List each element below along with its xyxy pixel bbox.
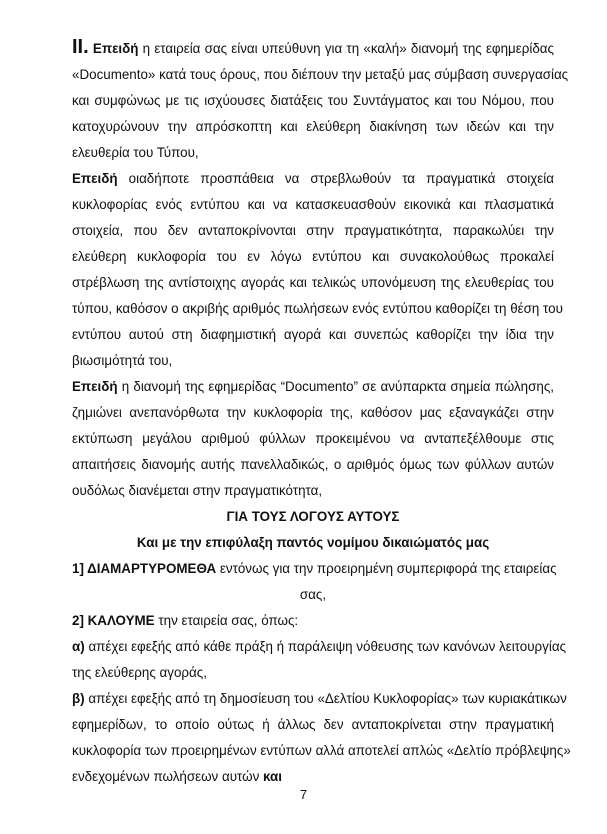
paragraph-line: στοιχεία, που δεν ανταποκρίνονται στην πραγματικότητα, παρακωλύει την xyxy=(72,223,554,238)
keyword-epeidi: Επειδή xyxy=(92,41,139,56)
paragraph-line: ζημιώνει ανεπανόρθωτα την κυκλοφορία της, καθόσον μας εξαναγκάζει στην xyxy=(72,405,554,420)
section-subheading: Και με την επιφύλαξη παντός νομίμου δικαιώματός μας xyxy=(136,535,490,550)
item-keyword: β) xyxy=(72,691,85,706)
conjunction: και xyxy=(263,769,282,784)
paragraph-line: «Documento» κατά τους όρους, που διέπουν την μεταξύ μας σύμβαση συνεργασίας xyxy=(72,67,569,82)
paragraph-line xyxy=(72,34,554,62)
text: ενδεχομένων πωλήσεων αυτών xyxy=(72,769,260,784)
paragraph-line xyxy=(72,166,554,192)
list-item-line: κυκλοφορία των προειρημένων εντύπων αλλά αποτελεί απλώς «Δελτίο πρόβλεψης» xyxy=(72,743,571,758)
paragraph-line: ουδόλως διανέμεται στην πραγματικότητα, xyxy=(72,483,323,498)
item-keyword: α) xyxy=(72,639,85,654)
text: απέχει εφεξής από κάθε πράξη ή παράλειψη νόθευσης των κανόνων λειτουργίας xyxy=(88,639,567,654)
paragraph-line: στρέβλωση της αντίστοιχης αγοράς και τελικώς υπονόμευση της ελευθερίας του xyxy=(72,275,554,290)
text: την εταιρεία σας, όπως: xyxy=(158,613,299,628)
text: εντόνως για την προειρημένη συμπεριφορά της εταιρείας xyxy=(219,561,557,576)
paragraph-line: τύπου, καθόσον ο ακριβής αριθμός πωλήσεων ενός εντύπου καθορίζει τη θέση του xyxy=(72,301,563,316)
list-item-line: εφημερίδων, το οποίο ούτως ή άλλως δεν ανταποκρίνεται στην πραγματική xyxy=(72,717,554,732)
paragraph-line: και συμφώνως με τις ισχύουσες διατάξεις του Συντάγματος και του Νόμου, που xyxy=(72,93,554,108)
section-heading: ΓΙΑ ΤΟΥΣ ΛΟΓΟΥΣ ΑΥΤΟΥΣ xyxy=(226,509,400,524)
text: η διανομή της εφημερίδας “Documento” σε ανύπαρκτα σημεία πώλησης, xyxy=(121,379,554,394)
list-item-line: της ελεύθερης αγοράς, xyxy=(72,665,207,680)
text: απέχει εφεξής από τη δημοσίευση του «Δελτίου Κυκλοφορίας» των κυριακάτικων xyxy=(88,691,567,706)
paragraph-line: κυκλοφορίας ενός εντύπου και να κατασκευασθούν εικονικά και πλασματικά xyxy=(72,197,554,212)
paragraph-line: απαιτήσεις διανομής αυτής πανελλαδικώς, ο αριθμός όμως των φύλλων αυτών xyxy=(72,457,554,472)
document-page xyxy=(72,34,571,790)
text: οιαδήποτε προσπάθεια να στρεβλωθούν τα πραγματικά στοιχεία xyxy=(128,171,554,186)
section-numeral: II. xyxy=(72,36,89,58)
list-item-line xyxy=(72,556,557,582)
page-number: 7 xyxy=(299,787,308,802)
list-item-line xyxy=(72,634,567,660)
paragraph-line: εκτύπωση μεγάλου αριθμού φύλλων προκειμένου να ανταπεξέλθουμε στις xyxy=(72,431,554,446)
paragraph-line: βιωσιμότητά του, xyxy=(72,353,173,368)
paragraph-line: ελευθερία του Τύπου, xyxy=(72,145,199,160)
list-item-line: σας, xyxy=(299,587,327,602)
paragraph-line: ελεύθερη κυκλοφορία του εν λόγω εντύπου και συνακολούθως προκαλεί xyxy=(72,249,554,264)
paragraph-line xyxy=(72,374,554,400)
keyword-epeidi: Επειδή xyxy=(72,171,118,186)
item-keyword: 2] ΚΑΛΟΥΜΕ xyxy=(72,613,155,628)
paragraph-line: κατοχυρώνουν την απρόσκοπτη και ελεύθερη διακίνηση των ιδεών και την xyxy=(72,119,554,134)
keyword-epeidi: Επειδή xyxy=(72,379,118,394)
item-keyword: 1] ΔΙΑΜΑΡΤΥΡΟΜΕΘΑ xyxy=(72,561,217,576)
text: η εταιρεία σας είναι υπεύθυνη για τη «καλή» διανομή της εφημερίδας xyxy=(142,41,554,56)
paragraph-line: εντύπου αυτού στη διαφημιστική αγορά και συνεπώς καθορίζει την ίδια την xyxy=(72,327,554,342)
list-item-line xyxy=(72,608,554,634)
list-item-line xyxy=(72,686,567,712)
